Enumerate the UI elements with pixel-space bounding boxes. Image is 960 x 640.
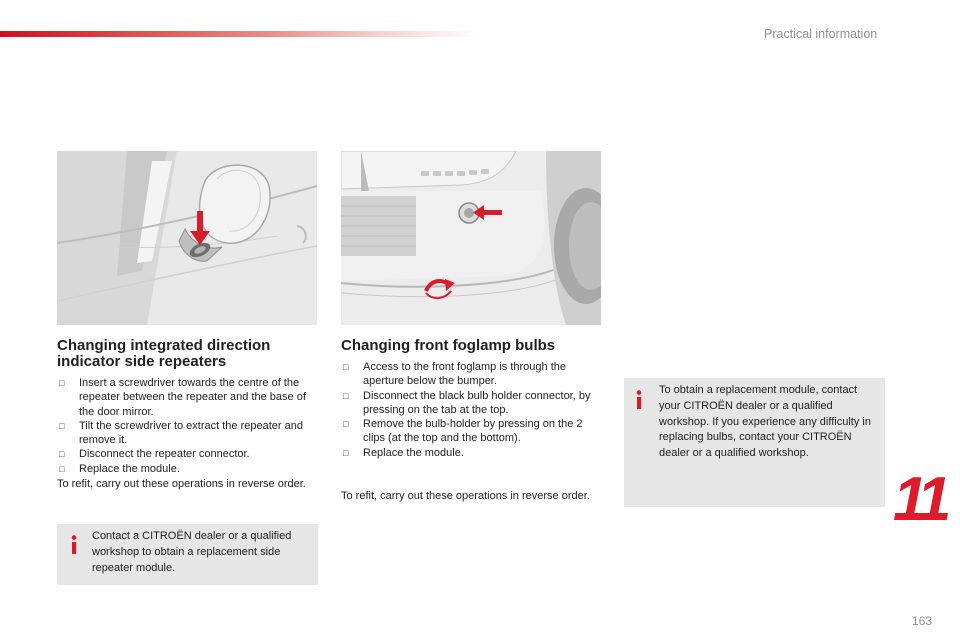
- checkbox-bullet-icon: □: [343, 447, 349, 458]
- checkbox-bullet-icon: □: [59, 420, 65, 431]
- checkbox-bullet-icon: □: [343, 390, 349, 401]
- list-item: □ Tilt the screwdriver to extract the repeater and remove it.: [59, 419, 303, 447]
- chapter-number: 11: [893, 465, 946, 534]
- replacement-info-box: [624, 378, 885, 507]
- info-icon: [634, 390, 644, 410]
- list-item: □ Access to the front foglamp is through the aperture below the bumper.: [343, 361, 567, 388]
- repeater-info-box: [57, 524, 318, 585]
- door-mirror-repeater-illustration: [57, 151, 317, 325]
- section-title: Practical information: [764, 27, 878, 41]
- list-item: □ Replace the module.: [59, 462, 180, 475]
- checkbox-bullet-icon: □: [59, 463, 65, 474]
- checkbox-bullet-icon: □: [59, 449, 65, 460]
- door-mirror-figure: [57, 151, 317, 325]
- header-accent-bar: [0, 31, 480, 37]
- checkbox-bullet-icon: □: [59, 378, 65, 388]
- checkbox-bullet-icon: □: [343, 419, 349, 430]
- repeater-info-text: Contact a CITROËN dealer or a qualified workshop to obtain a replacement side repeater module.: [92, 530, 292, 574]
- foglamp-steps: [341, 360, 603, 460]
- list-item: □ Remove the bulb-holder by pressing on the 2 clips (at the top and the bottom).: [343, 418, 583, 445]
- page-number: 163: [912, 614, 933, 628]
- foglamp-heading: Changing front foglamp bulbs: [341, 337, 556, 354]
- front-foglamp-figure: [341, 151, 601, 325]
- info-icon: [69, 535, 79, 555]
- list-item: □ Replace the module.: [343, 446, 464, 459]
- list-item: □ Insert a screwdriver towards the centre of the repeater between the repeater and the base of the door mirror.: [59, 377, 306, 418]
- checkbox-bullet-icon: □: [343, 362, 349, 372]
- repeater-steps: [57, 376, 313, 476]
- repeater-heading: Changing integrated direction indicator side repeaters: [57, 337, 271, 370]
- repeater-refit-note: To refit, carry out these operations in reverse order.: [57, 478, 306, 490]
- replacement-info-text: To obtain a replacement module, contact your CITROËN dealer or a qualified workshop. If you experience any difficulty in replacing bulbs, contact your CITROËN dealer or a qualified workshop.: [659, 384, 871, 460]
- list-item: □ Disconnect the black bulb holder connector, by pressing on the tab at the top.: [343, 389, 591, 416]
- front-bumper-foglamp-illustration: [341, 151, 601, 325]
- list-item: □ Disconnect the repeater connector.: [59, 448, 250, 461]
- foglamp-refit-note: To refit, carry out these operations in reverse order.: [341, 490, 590, 502]
